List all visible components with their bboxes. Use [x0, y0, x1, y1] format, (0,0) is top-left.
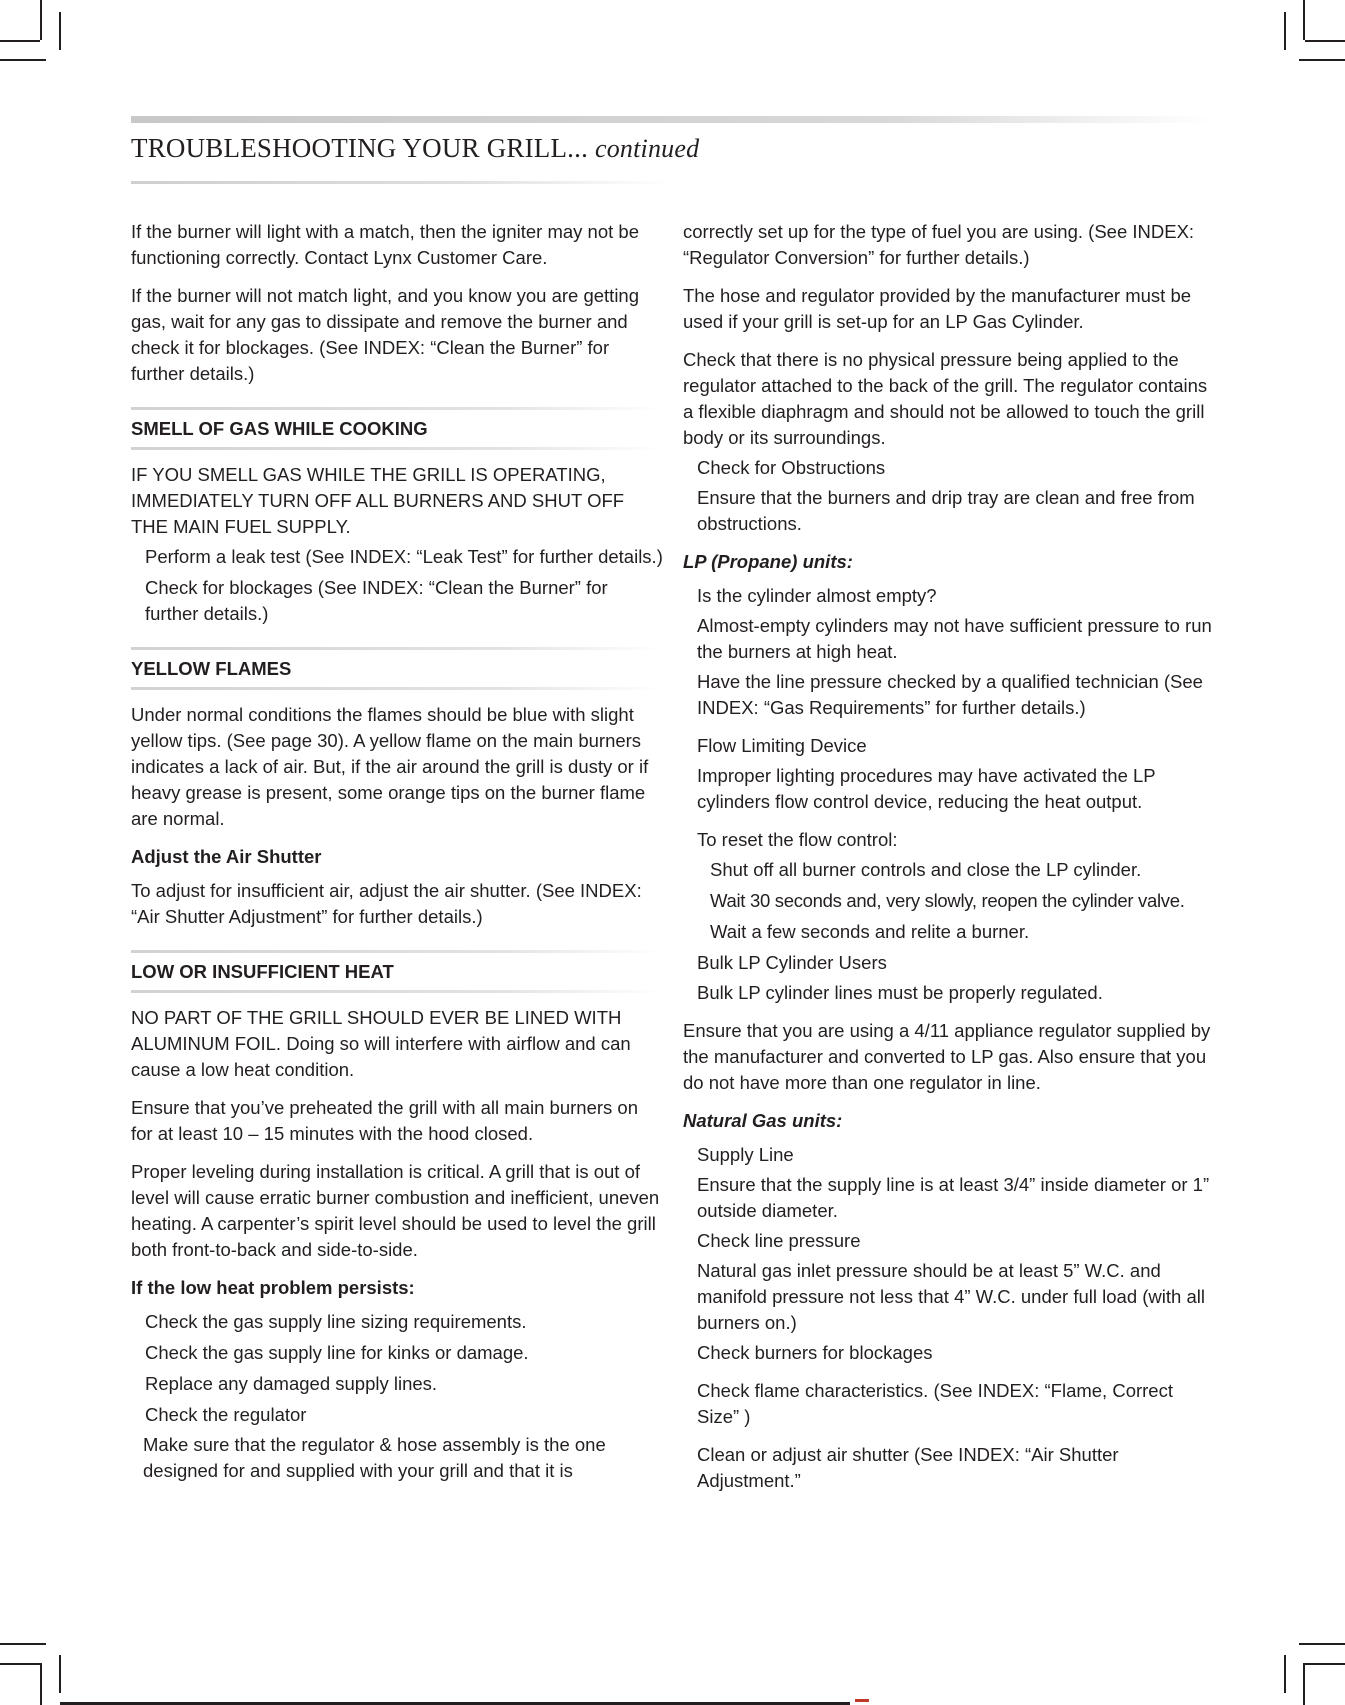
item-text: Clean or adjust air shutter (See INDEX: “Air Shutter Adjustment.”	[697, 1444, 1119, 1491]
crop-mark	[1299, 59, 1345, 61]
section-rule	[131, 647, 663, 650]
crop-mark	[1284, 12, 1286, 50]
paragraph: Under normal conditions the flames should be blue with slight yellow tips. (See page 30). A yellow flame on the main burners indicates a lack of air. But, if the air around the grill is dusty or if heavy grease is present, some orange tips on the burner flame are normal.	[131, 704, 649, 829]
crop-mark	[1303, 1663, 1305, 1705]
list-item: Check the gas supply line sizing requirements.	[145, 1311, 527, 1332]
reset-step: Wait 30 seconds and, very slowly, reopen the cylinder valve.	[710, 890, 1185, 911]
item-text: Almost-empty cylinders may not have sufficient pressure to run the burners at high heat.	[697, 615, 1212, 662]
subheading: If the low heat problem persists:	[131, 1277, 415, 1298]
section-rule	[131, 687, 663, 690]
crop-mark	[0, 59, 46, 61]
section-rule	[131, 990, 663, 993]
item-text: Bulk LP cylinder lines must be properly regulated.	[697, 982, 1103, 1003]
registration-mark	[855, 1699, 869, 1702]
reset-step: Wait a few seconds and relite a burner.	[710, 921, 1030, 942]
section-rule	[131, 950, 663, 953]
subheading: Natural Gas units:	[683, 1110, 843, 1131]
crop-mark	[59, 12, 61, 50]
item-text: Ensure that the supply line is at least 3/4” inside diameter or 1” outside diameter.	[697, 1174, 1210, 1221]
subheading: LP (Propane) units:	[683, 551, 853, 572]
item-title: Flow Limiting Device	[697, 735, 867, 756]
crop-mark	[59, 1655, 61, 1693]
item-text: Natural gas inlet pressure should be at least 5” W.C. and manifold pressure not less that 4” W.C. under full load (with all burners on.)	[697, 1260, 1205, 1333]
page-title	[131, 133, 699, 164]
item-title: Supply Line	[697, 1144, 794, 1165]
crop-mark	[1305, 40, 1345, 42]
item-title: Bulk LP Cylinder Users	[697, 952, 887, 973]
page-title-text: TROUBLESHOOTING YOUR GRILL...	[131, 133, 589, 163]
paragraph: The hose and regulator provided by the manufacturer must be used if your grill is set-up for an LP Gas Cylinder.	[683, 285, 1192, 332]
page-title-suffix: continued	[594, 134, 700, 163]
item-text: Ensure that the burners and drip tray are clean and free from obstructions.	[697, 487, 1195, 534]
subheading: Adjust the Air Shutter	[131, 846, 322, 867]
paragraph: Ensure that you are using a 4/11 appliance regulator supplied by the manufacturer and converted to LP gas. Also ensure that you do not have more than one regulator in line.	[683, 1020, 1211, 1093]
crop-mark	[0, 1663, 40, 1665]
header-rule	[131, 116, 1211, 123]
warning-text: NO PART OF THE GRILL SHOULD EVER BE LINED WITH ALUMINUM FOIL. Doing so will interfere with airflow and can cause a low heat condition.	[131, 1007, 631, 1080]
paragraph: Make sure that the regulator & hose assembly is the one designed for and supplied with your grill and that it is	[143, 1434, 606, 1481]
section-header	[131, 407, 663, 450]
section-rule	[131, 447, 663, 450]
paragraph: correctly set up for the type of fuel you are using. (See INDEX: “Regulator Conversion” for further details.)	[683, 221, 1195, 268]
paragraph: To adjust for insufficient air, adjust the air shutter. (See INDEX: “Air Shutter Adjustment” for further details.)	[131, 880, 642, 927]
section-header	[131, 647, 663, 690]
section-rule	[131, 407, 663, 410]
section-header	[131, 950, 663, 993]
crop-mark	[0, 1643, 46, 1645]
right-column	[683, 219, 1213, 1506]
item-title: Check burners for blockages	[697, 1342, 933, 1363]
crop-mark	[1305, 1663, 1345, 1665]
left-column	[131, 219, 663, 1490]
section-heading: YELLOW FLAMES	[131, 658, 292, 679]
item-title: Check for Obstructions	[697, 457, 886, 478]
list-item: Check the gas supply line for kinks or damage.	[145, 1342, 529, 1363]
item-title: To reset the flow control:	[697, 829, 898, 850]
paragraph: Check that there is no physical pressure being applied to the regulator attached to the back of the grill. The regulator contains a flexible diaphragm and should not be allowed to touch the grill body or its surroundings.	[683, 349, 1208, 448]
section-heading: SMELL OF GAS WHILE COOKING	[131, 418, 428, 439]
item-text: Have the line pressure checked by a qualified technician (See INDEX: “Gas Requirements” for further details.)	[697, 671, 1203, 718]
paragraph: Proper leveling during installation is critical. A grill that is out of level will cause erratic burner combustion and inefficient, uneven heating. A carpenter’s spirit level should be used to level the grill both front-to-back and side-to-side.	[131, 1161, 660, 1260]
list-item: Replace any damaged supply lines.	[145, 1373, 438, 1394]
item-title: Check line pressure	[697, 1230, 861, 1251]
crop-mark	[0, 40, 40, 42]
section-heading: LOW OR INSUFFICIENT HEAT	[131, 961, 394, 982]
item-text: Improper lighting procedures may have activated the LP cylinders flow control device, reducing the heat output.	[697, 765, 1156, 812]
paragraph: Ensure that you’ve preheated the grill with all main burners on for at least 10 – 15 minutes with the hood closed.	[131, 1097, 638, 1144]
item-title: Is the cylinder almost empty?	[697, 585, 937, 606]
title-underline	[131, 181, 671, 184]
warning-text: IF YOU SMELL GAS WHILE THE GRILL IS OPERATING, IMMEDIATELY TURN OFF ALL BURNERS AND SHUT OFF THE MAIN FUEL SUPPLY.	[131, 464, 625, 537]
crop-mark	[1303, 0, 1305, 40]
crop-mark	[1299, 1643, 1345, 1645]
crop-mark	[40, 0, 42, 40]
list-item: Check for blockages (See INDEX: “Clean the Burner” for further details.)	[145, 577, 608, 624]
crop-mark	[1284, 1655, 1286, 1693]
list-item: Check the regulator	[145, 1404, 307, 1425]
list-item: Perform a leak test (See INDEX: “Leak Test” for further details.)	[145, 546, 663, 567]
crop-mark	[40, 1663, 42, 1705]
item-text: Check flame characteristics. (See INDEX: “Flame, Correct Size” )	[697, 1380, 1173, 1427]
reset-step: Shut off all burner controls and close the LP cylinder.	[710, 859, 1142, 880]
paragraph: If the burner will not match light, and you know you are getting gas, wait for any gas to dissipate and remove the burner and check it for blockages. (See INDEX: “Clean the Burner” for further details.)	[131, 285, 640, 384]
paragraph: If the burner will light with a match, then the igniter may not be functioning correctly. Contact Lynx Customer Care.	[131, 221, 639, 268]
